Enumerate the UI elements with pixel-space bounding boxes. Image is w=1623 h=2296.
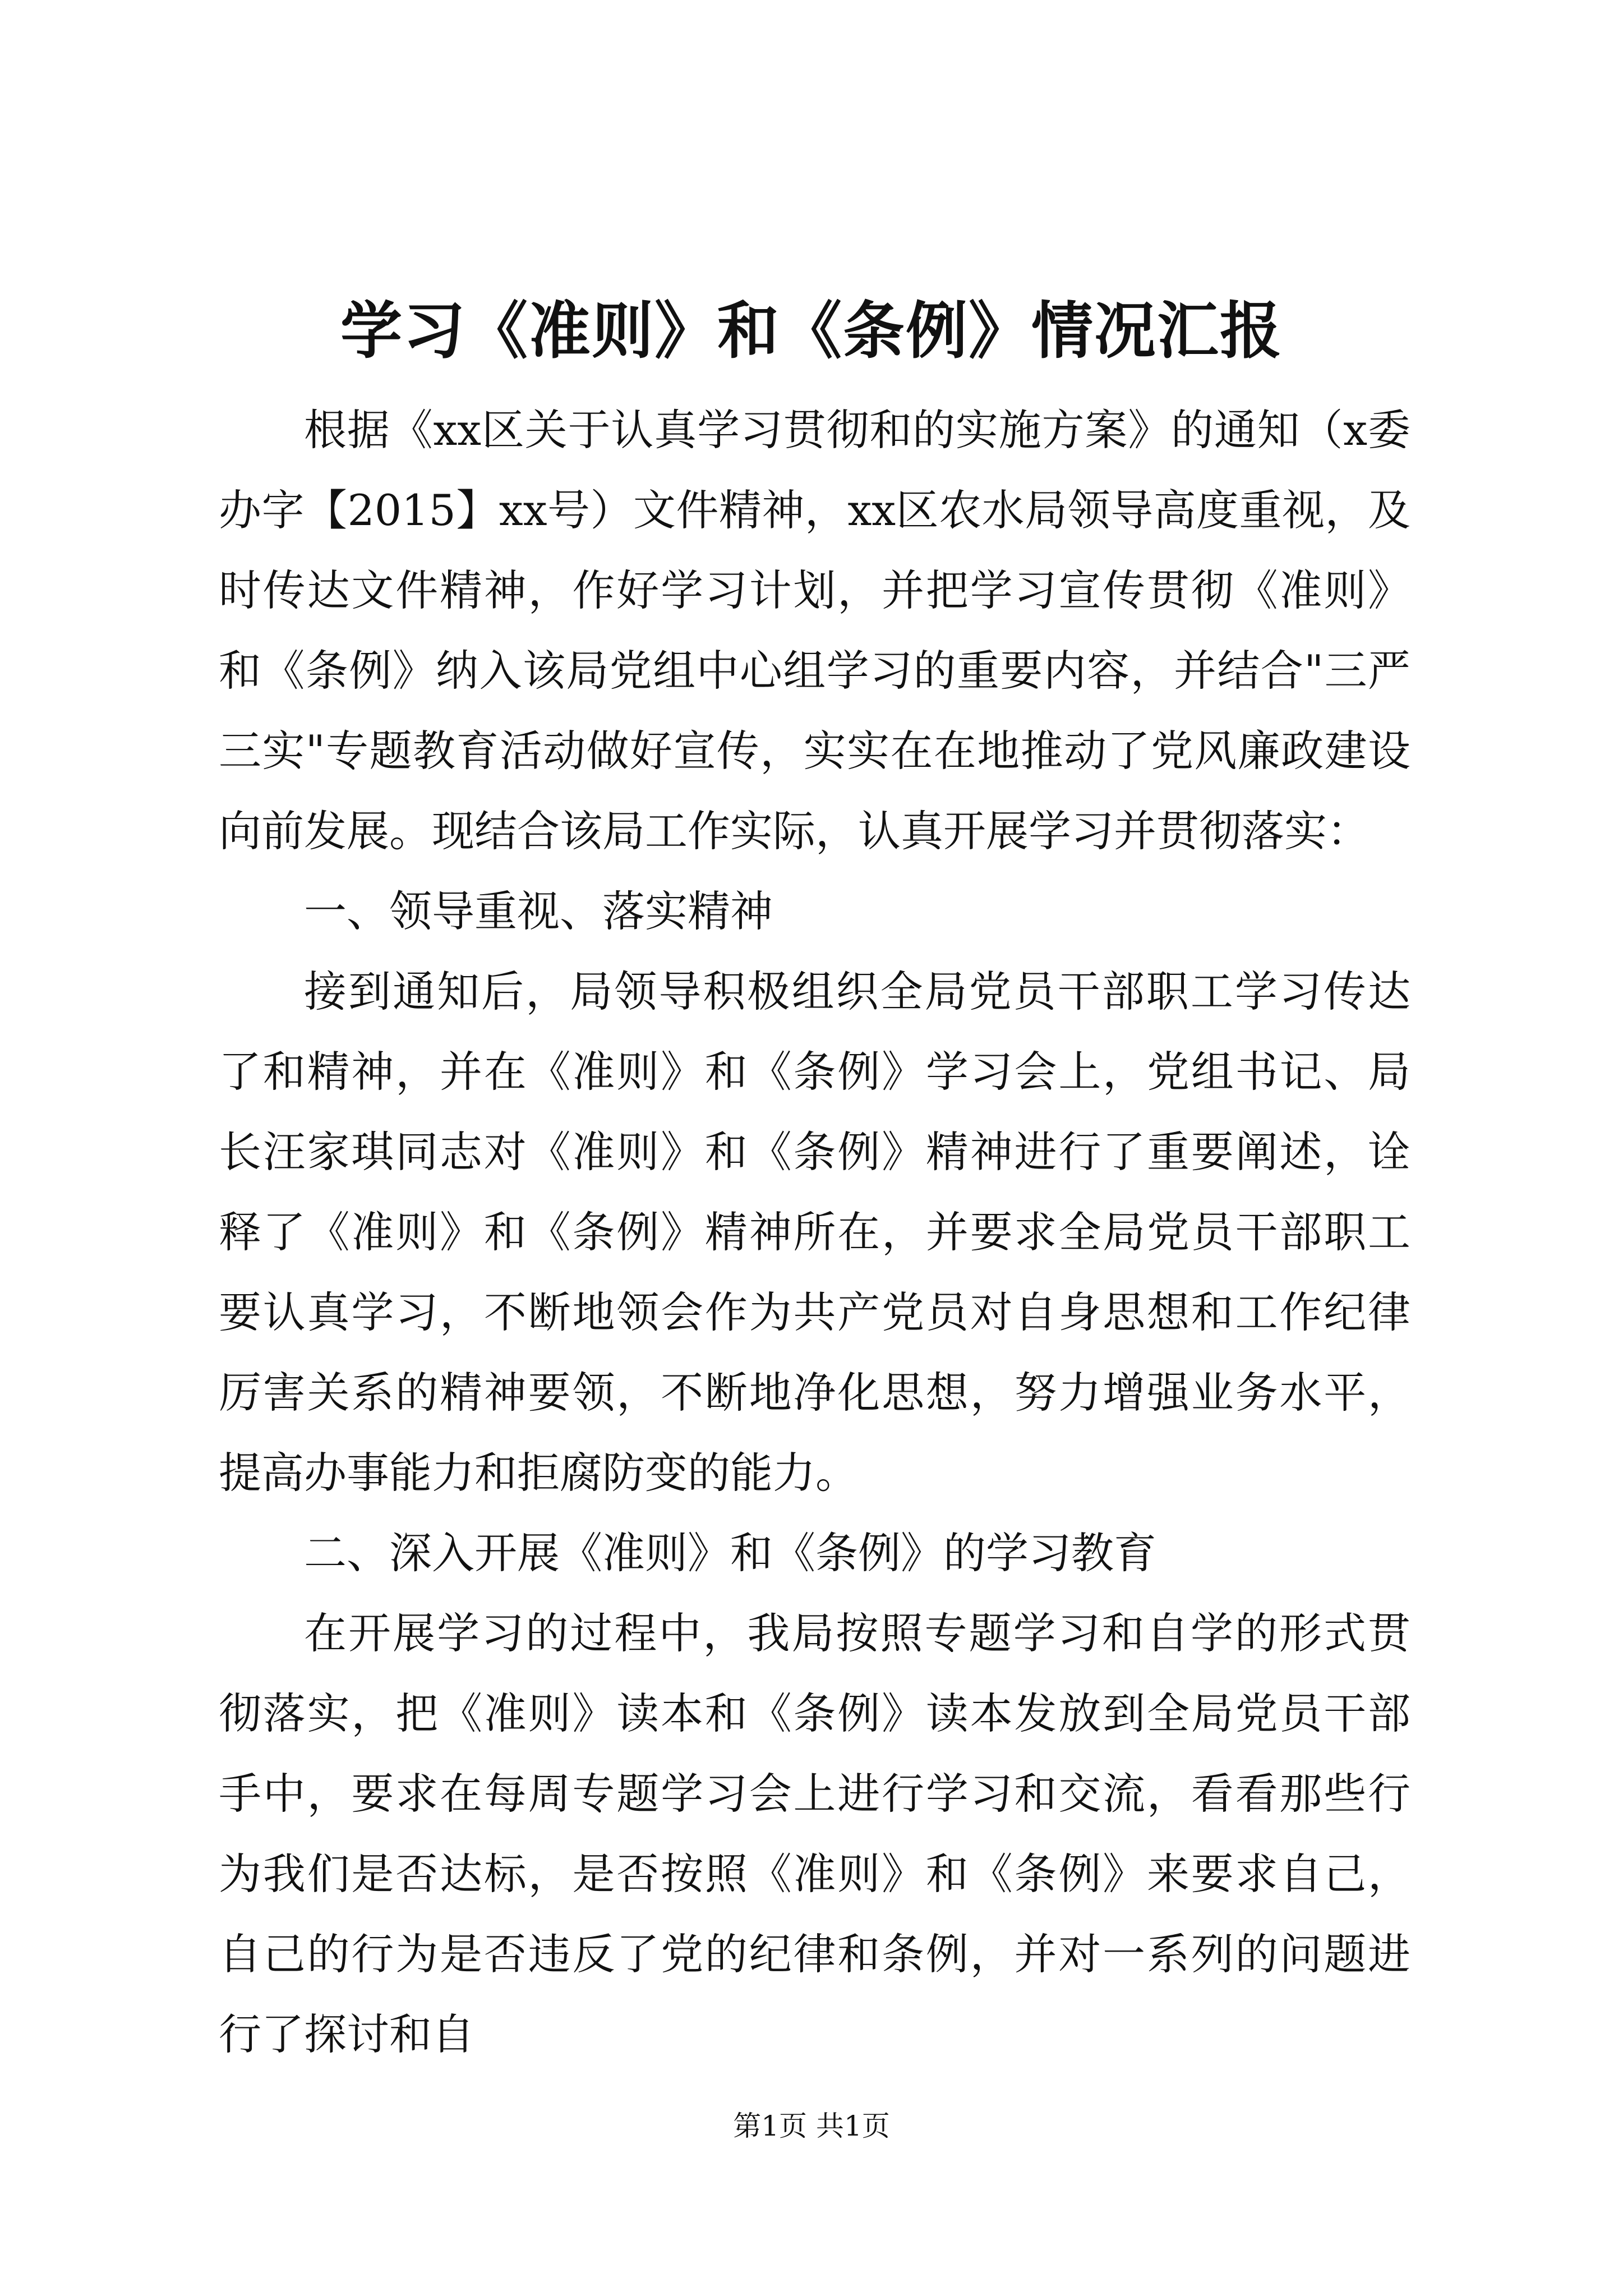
section-2-paragraph: 在开展学习的过程中，我局按照专题学习和自学的形式贯彻落实，把《准则》读本和《条例》读本发放到全局党员干部手中，要求在每周专题学习会上进行学习和交流，看看那些行为我们是否达标，是否按照《准则》和《条例》来要求自己，自己的行为是否违反了党的纪律和条例，并对一系列的问题进行了探讨和自 — [219, 1608, 1410, 2059]
intro-paragraph: 根据《xx区关于认真学习贯彻和的实施方案》的通知（x委办字【2015】xx号）文件精神，xx区农水局领导高度重视，及时传达文件精神，作好学习计划，并把学习宣传贯彻《准则》和《条例》纳入该局党组中心组学习的重要内容，并结合"三严三实"专题教育活动做好宣传，实实在在地推动了党风廉政建设向前发展。现结合该局工作实际，认真开展学习并贯彻落实： — [219, 405, 1410, 856]
page-footer: 第1页 共1页 — [733, 2110, 890, 2142]
document-body — [219, 390, 1410, 2074]
document-title: 学习《准则》和《条例》情况汇报 — [340, 295, 1283, 367]
section-heading-2: 二、深入开展《准则》和《条例》的学习教育 — [304, 1528, 1156, 1578]
section-1-paragraph: 接到通知后，局领导积极组织全局党员干部职工学习传达了和精神，并在《准则》和《条例》学习会上，党组书记、局长汪家琪同志对《准则》和《条例》精神进行了重要阐述，诠释了《准则》和《条例》精神所在，并要求全局党员干部职工要认真学习，不断地领会作为共产党员对自身思想和工作纪律厉害关系的精神要领，不断地净化思想，努力增强业务水平，提高办事能力和拒腐防变的能力。 — [219, 967, 1410, 1498]
section-heading-1: 一、领导重视、落实精神 — [304, 886, 773, 936]
